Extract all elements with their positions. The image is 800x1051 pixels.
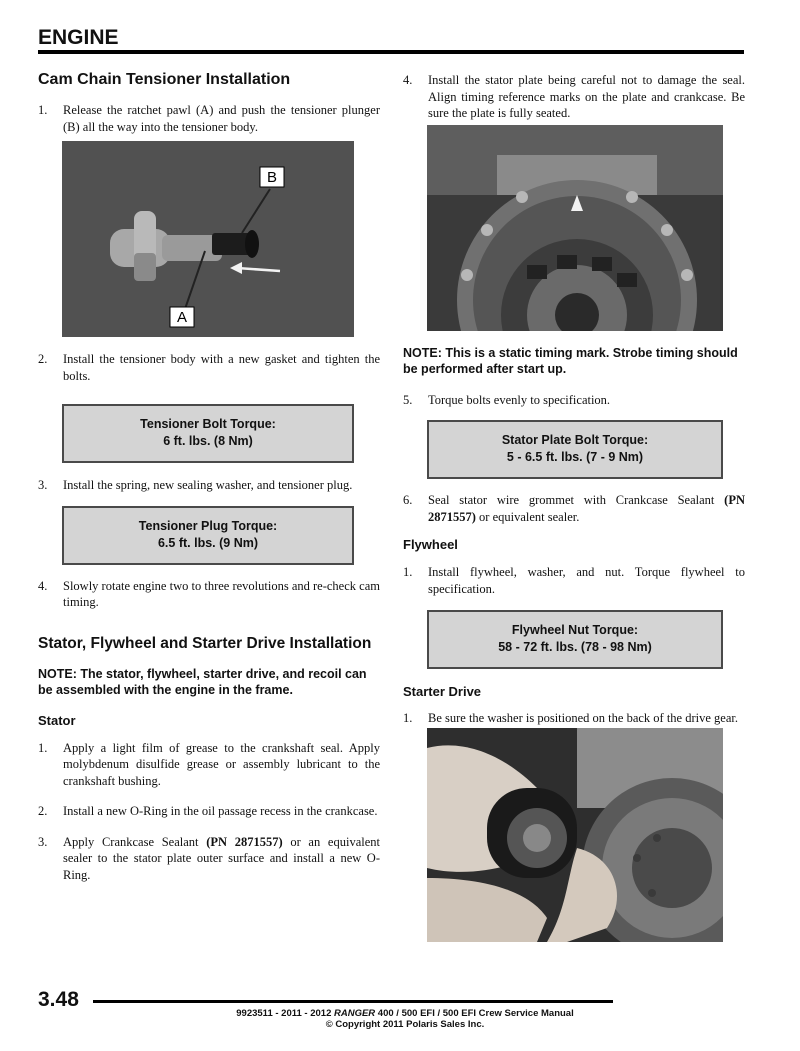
- tensioner-bolt-torque-box: [62, 404, 354, 463]
- torque-value: 6 ft. lbs. (8 Nm): [163, 434, 253, 448]
- step-number: 6.: [403, 493, 413, 507]
- cam-chain-title: Cam Chain Tensioner Installation: [38, 71, 291, 88]
- step-text: Install the tensioner body with a new gasket and tighten the bolts.: [63, 352, 380, 383]
- right-column: [403, 72, 745, 942]
- stator-step-1: [38, 740, 380, 790]
- step-text: Install the spring, new sealing washer, and tensioner plug.: [63, 478, 353, 492]
- step-text: Apply a light film of grease to the crankshaft seal. Apply molybdenum disulfide grease or assembly lubricant to the crankshaft bushing.: [63, 740, 380, 788]
- stator-section-title: Stator, Flywheel and Starter Drive Installation: [38, 634, 372, 652]
- footer-manual-line: 9923511 - 2011 - 2012 RANGER 400 / 500 EFI / 500 EFI Crew Service Manual: [236, 1008, 574, 1019]
- page-number: 3.48: [38, 988, 79, 1011]
- step-text: Torque bolts evenly to specification.: [428, 392, 611, 407]
- torque-value: 5 - 6.5 ft. lbs. (7 - 9 Nm): [506, 450, 644, 464]
- torque-title: Tensioner Bolt Torque:: [140, 417, 276, 431]
- footer-rule: [93, 1000, 613, 1003]
- step-number: 2.: [38, 352, 48, 366]
- tensioner-plug-torque-box: [62, 506, 354, 565]
- cam-step-1: [38, 102, 380, 135]
- stator-step-5: [403, 392, 745, 409]
- step-number: 3.: [38, 478, 48, 492]
- torque-title: Flywheel Nut Torque:: [511, 623, 639, 637]
- stator-subtitle: Stator: [38, 712, 76, 728]
- step-number: 4.: [38, 578, 48, 593]
- step-number: 5.: [403, 392, 413, 407]
- flywheel-subtitle: Flywheel: [403, 537, 458, 552]
- stator-plate-torque-box: [427, 420, 723, 479]
- step-number: 1.: [38, 103, 48, 117]
- step-text: Seal stator wire grommet with Crankcase Sealant (PN 2871557) or equivalent sealer.: [428, 493, 745, 524]
- step-text: Release the ratchet pawl (A) and push the tensioner plunger (B) all the way into the tensioner body.: [63, 103, 380, 134]
- tensioner-photo: [62, 141, 354, 337]
- stator-step-6: [403, 492, 745, 525]
- tensioner-illustration: [62, 141, 354, 337]
- label-a: A: [176, 309, 188, 326]
- step-number: 1.: [403, 565, 413, 579]
- step-number: 1.: [403, 711, 413, 725]
- flywheel-step-1: [403, 564, 745, 597]
- header-rule: [38, 50, 744, 54]
- step-text: Be sure the washer is positioned on the back of the drive gear.: [428, 711, 738, 725]
- starter-drive-photo: [427, 728, 723, 942]
- step-number: 4.: [403, 73, 413, 87]
- stator-step-2: [38, 803, 380, 820]
- torque-title: Stator Plate Bolt Torque:: [501, 433, 649, 447]
- step-number: 3.: [38, 834, 48, 849]
- left-column: [38, 70, 380, 883]
- starter-drive-subtitle: Starter Drive: [403, 684, 482, 699]
- stator-step-3: [38, 834, 380, 884]
- step-number: 1.: [38, 740, 48, 755]
- starter-step-1: [403, 710, 745, 727]
- step-text: Install flywheel, washer, and nut. Torque flywheel to specification.: [428, 565, 745, 596]
- label-b: B: [266, 169, 278, 186]
- stator-plate-photo: [427, 125, 723, 331]
- section-header: ENGINE: [38, 26, 119, 49]
- timing-note: NOTE: This is a static timing mark. Strobe timing should be performed after start up.: [403, 345, 738, 376]
- stator-note: NOTE: The stator, flywheel, starter drive, and recoil can be assembled with the engine in the frame.: [38, 666, 367, 697]
- flywheel-nut-torque-box: [427, 610, 723, 669]
- cam-step-2: [38, 351, 380, 384]
- step-text: Install the stator plate being careful not to damage the seal. Align timing reference marks on the plate and crankcase. Be sure the plate is fully seated.: [428, 73, 745, 120]
- step-number: 2.: [38, 804, 48, 818]
- torque-value: 6.5 ft. lbs. (9 Nm): [157, 535, 259, 550]
- step-text: Slowly rotate engine two to three revolutions and re-check cam timing.: [63, 578, 380, 609]
- step-text: Install a new O-Ring in the oil passage recess in the crankcase.: [63, 804, 378, 818]
- torque-title: Tensioner Plug Torque:: [138, 518, 278, 533]
- footer-copyright: © Copyright 2011 Polaris Sales Inc.: [325, 1019, 485, 1030]
- step-text: Apply Crankcase Sealant (PN 2871557) or an equivalent sealer to the stator plate outer surface and install a new O-Ring.: [63, 834, 380, 882]
- stator-illustration: [427, 125, 723, 331]
- torque-value: 58 - 72 ft. lbs. (78 - 98 Nm): [498, 640, 652, 654]
- starter-drive-illustration: [427, 728, 723, 942]
- stator-step-4: [403, 72, 745, 122]
- cam-step-4: [38, 578, 380, 611]
- footer-text: [200, 1008, 610, 1030]
- cam-step-3: [38, 477, 380, 494]
